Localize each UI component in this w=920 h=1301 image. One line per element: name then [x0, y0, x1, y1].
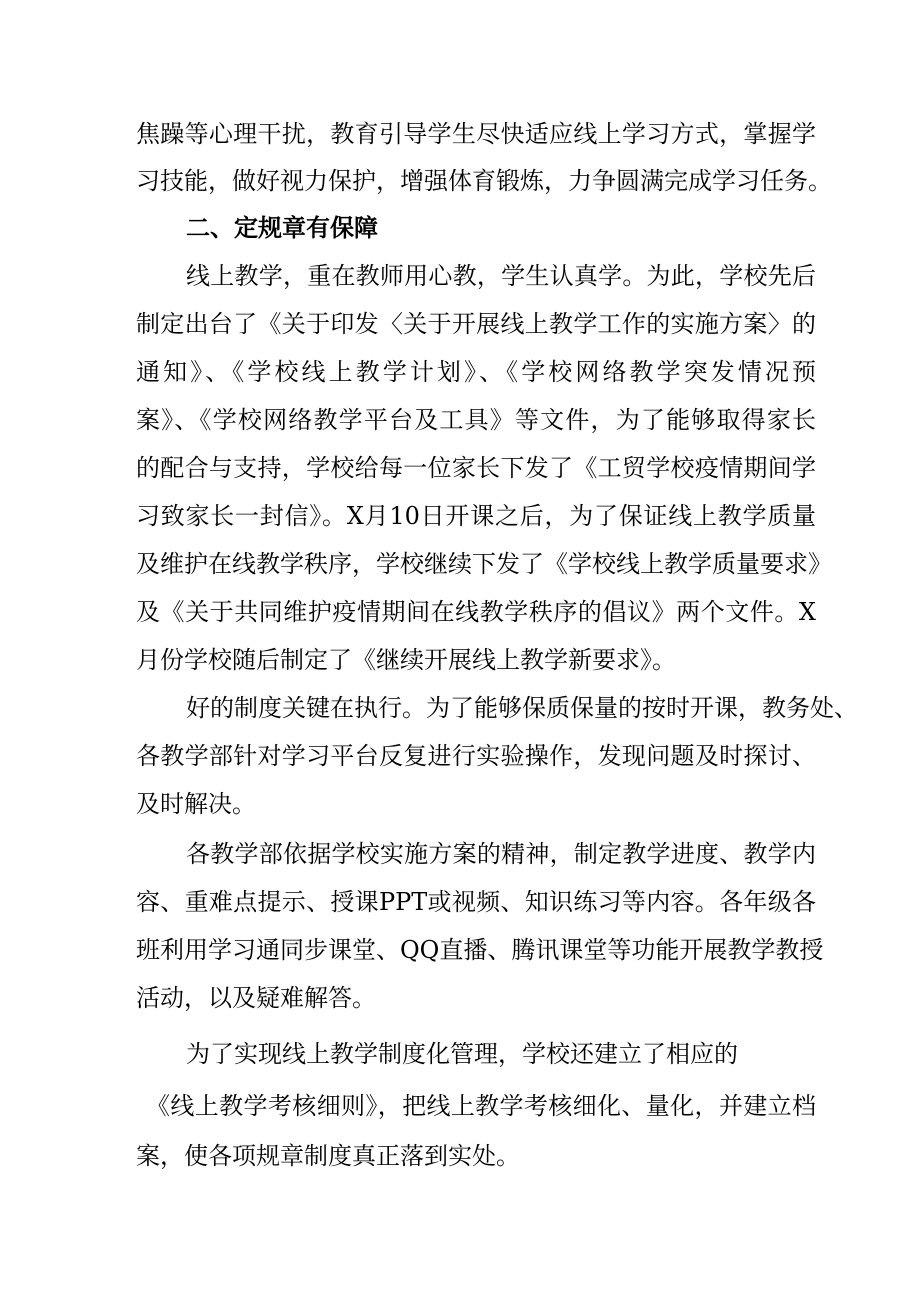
text-line: 线上教学，重在教师用心教，学生认真学。为此，学校先后 — [186, 262, 816, 290]
text-line: 焦躁等心理干扰，教育引导学生尽快适应线上学习方式，掌握学 — [136, 120, 816, 148]
text-line: 案》、《学校网络教学平台及工具》等文件，为了能够取得家长 — [136, 406, 816, 434]
text-line: 的配合与支持，学校给每一位家长下发了《工贸学校疫情期间学 — [136, 454, 816, 482]
text-line: 习致家长一封信》。X月10日开课之后，为了保证线上教学质量 — [136, 502, 816, 530]
text-line: 制定出台了《关于印发〈关于开展线上教学工作的实施方案〉的 — [136, 310, 816, 338]
text-line: 及时解决。 — [136, 790, 256, 818]
text-line: 各教学部依据学校实施方案的精神，制定教学进度、教学内 — [186, 840, 816, 868]
text-line: 各教学部针对学习平台反复进行实验操作，发现问题及时探讨、 — [136, 742, 816, 770]
text-line: 班利用学习通同步课堂、QQ直播、腾讯课堂等功能开展教学教授 — [136, 936, 824, 964]
text-line: 习技能，做好视力保护，增强体育锻炼，力争圆满完成学习任务。 — [136, 167, 832, 195]
text-line: 《线上教学考核细则》，把线上教学考核细化、量化，并建立档 — [146, 1092, 816, 1120]
text-line: 月份学校随后制定了《继续开展线上教学新要求》。 — [136, 646, 676, 674]
text-line: 活动，以及疑难解答。 — [136, 984, 376, 1012]
text-line: 为了实现线上教学制度化管理，学校还建立了相应的 — [186, 1040, 738, 1068]
section-heading: 二、定规章有保障 — [186, 214, 378, 242]
text-line: 案，使各项规章制度真正落到实处。 — [136, 1142, 520, 1170]
text-line: 容、重难点提示、授课PPT或视频、知识练习等内容。各年级各 — [136, 888, 816, 916]
text-line: 及维护在线教学秩序，学校继续下发了《学校线上教学质量要求》 — [136, 550, 832, 578]
text-line: 及《关于共同维护疫情期间在线教学秩序的倡议》两个文件。X — [136, 598, 816, 626]
text-line: 通知》、《学校线上教学计划》、《学校网络教学突发情况预 — [136, 358, 816, 386]
text-line: 好的制度关键在执行。为了能够保质保量的按时开课，教务处、 — [186, 694, 858, 722]
